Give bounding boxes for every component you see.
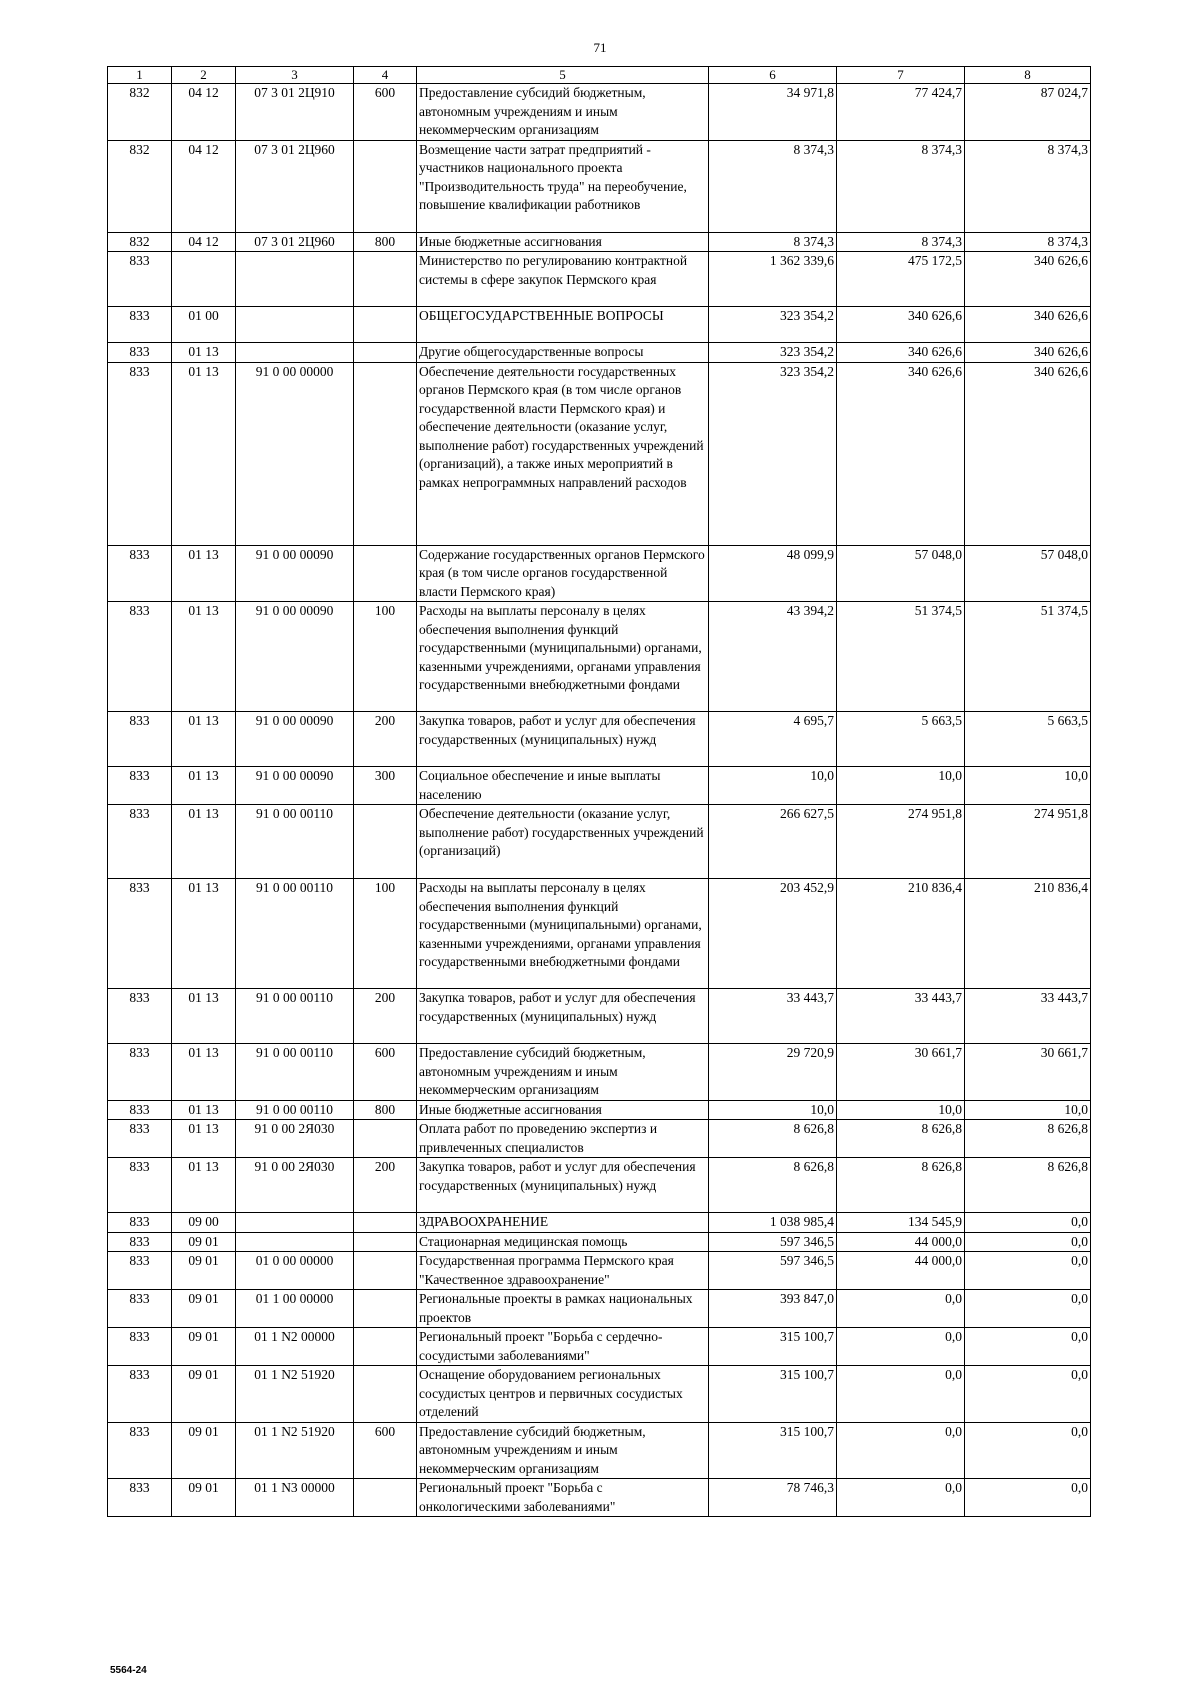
table-row bbox=[108, 1120, 1091, 1158]
table-row bbox=[108, 343, 1091, 363]
cell-amount-col7: 134 545,9 bbox=[837, 1213, 965, 1233]
cell-amount-col6: 34 971,8 bbox=[709, 84, 837, 141]
cell-amount-col6: 4 695,7 bbox=[709, 712, 837, 767]
cell-expense-type: 800 bbox=[354, 232, 417, 252]
cell-admin-code: 833 bbox=[108, 307, 172, 343]
cell-amount-col6: 10,0 bbox=[709, 1100, 837, 1120]
cell-section-code: 09 01 bbox=[172, 1422, 236, 1479]
cell-description: Социальное обеспечение и иные выплаты населению bbox=[417, 767, 709, 805]
cell-amount-col6: 315 100,7 bbox=[709, 1366, 837, 1423]
page-number: 71 bbox=[593, 40, 607, 55]
cell-admin-code: 833 bbox=[108, 989, 172, 1044]
cell-description: ОБЩЕГОСУДАРСТВЕННЫЕ ВОПРОСЫ bbox=[417, 307, 709, 343]
table-row bbox=[108, 1044, 1091, 1101]
cell-expense-type bbox=[354, 1290, 417, 1328]
table-row bbox=[108, 140, 1091, 232]
table-row bbox=[108, 1100, 1091, 1120]
cell-amount-col8: 51 374,5 bbox=[965, 602, 1091, 712]
column-header: 6 bbox=[709, 67, 837, 84]
cell-admin-code: 833 bbox=[108, 1120, 172, 1158]
cell-section-code: 01 13 bbox=[172, 805, 236, 879]
column-header: 4 bbox=[354, 67, 417, 84]
cell-admin-code: 833 bbox=[108, 1252, 172, 1290]
cell-amount-col7: 475 172,5 bbox=[837, 252, 965, 307]
cell-target-code: 91 0 00 00110 bbox=[236, 879, 354, 989]
cell-admin-code: 833 bbox=[108, 362, 172, 545]
cell-description: Предоставление субсидий бюджетным, автономным учреждениям и иным некоммерческим организациям bbox=[417, 1422, 709, 1479]
cell-admin-code: 833 bbox=[108, 1422, 172, 1479]
cell-description: Другие общегосударственные вопросы bbox=[417, 343, 709, 363]
cell-admin-code: 833 bbox=[108, 1100, 172, 1120]
cell-admin-code: 832 bbox=[108, 84, 172, 141]
cell-description: Обеспечение деятельности государственных органов Пермского края (в том числе органов государственной власти Пермского края) и обеспечение деятельности (оказание услуг, выполнение работ) государственных учреждений (организаций), а также иных мероприятий в рамках непрограммных направлений расходов bbox=[417, 362, 709, 545]
cell-expense-type: 600 bbox=[354, 1422, 417, 1479]
cell-section-code: 09 01 bbox=[172, 1479, 236, 1517]
cell-expense-type bbox=[354, 140, 417, 232]
cell-target-code: 91 0 00 00110 bbox=[236, 989, 354, 1044]
cell-amount-col6: 8 626,8 bbox=[709, 1120, 837, 1158]
cell-amount-col6: 43 394,2 bbox=[709, 602, 837, 712]
cell-expense-type: 100 bbox=[354, 602, 417, 712]
cell-amount-col8: 87 024,7 bbox=[965, 84, 1091, 141]
cell-description: Региональный проект "Борьба с сердечно-сосудистыми заболеваниями" bbox=[417, 1328, 709, 1366]
cell-description: ЗДРАВООХРАНЕНИЕ bbox=[417, 1213, 709, 1233]
cell-description: Предоставление субсидий бюджетным, автономным учреждениям и иным некоммерческим организациям bbox=[417, 1044, 709, 1101]
table-row bbox=[108, 232, 1091, 252]
cell-amount-col8: 10,0 bbox=[965, 767, 1091, 805]
cell-amount-col6: 393 847,0 bbox=[709, 1290, 837, 1328]
table-row bbox=[108, 602, 1091, 712]
cell-amount-col8: 30 661,7 bbox=[965, 1044, 1091, 1101]
table-header-row bbox=[108, 67, 1091, 84]
cell-amount-col8: 5 663,5 bbox=[965, 712, 1091, 767]
column-header: 8 bbox=[965, 67, 1091, 84]
cell-description: Предоставление субсидий бюджетным, автономным учреждениям и иным некоммерческим организациям bbox=[417, 84, 709, 141]
table-row bbox=[108, 545, 1091, 602]
table-row bbox=[108, 1232, 1091, 1252]
cell-section-code: 01 13 bbox=[172, 343, 236, 363]
table-row bbox=[108, 1252, 1091, 1290]
cell-amount-col7: 210 836,4 bbox=[837, 879, 965, 989]
cell-expense-type bbox=[354, 545, 417, 602]
cell-expense-type bbox=[354, 1328, 417, 1366]
cell-amount-col7: 51 374,5 bbox=[837, 602, 965, 712]
table-row bbox=[108, 84, 1091, 141]
cell-description: Министерство по регулированию контрактной системы в сфере закупок Пермского края bbox=[417, 252, 709, 307]
table-row bbox=[108, 252, 1091, 307]
cell-target-code: 91 0 00 00090 bbox=[236, 602, 354, 712]
table-row bbox=[108, 767, 1091, 805]
cell-expense-type bbox=[354, 1366, 417, 1423]
cell-amount-col8: 8 374,3 bbox=[965, 232, 1091, 252]
cell-amount-col8: 8 626,8 bbox=[965, 1120, 1091, 1158]
cell-section-code: 09 01 bbox=[172, 1252, 236, 1290]
cell-amount-col6: 597 346,5 bbox=[709, 1232, 837, 1252]
cell-amount-col8: 0,0 bbox=[965, 1366, 1091, 1423]
cell-description: Региональные проекты в рамках национальных проектов bbox=[417, 1290, 709, 1328]
cell-amount-col8: 0,0 bbox=[965, 1232, 1091, 1252]
cell-amount-col8: 0,0 bbox=[965, 1252, 1091, 1290]
cell-section-code: 01 00 bbox=[172, 307, 236, 343]
cell-amount-col6: 8 374,3 bbox=[709, 232, 837, 252]
cell-target-code: 07 3 01 2Ц960 bbox=[236, 140, 354, 232]
cell-section-code: 01 13 bbox=[172, 989, 236, 1044]
cell-amount-col8: 210 836,4 bbox=[965, 879, 1091, 989]
cell-target-code: 91 0 00 2Я030 bbox=[236, 1120, 354, 1158]
cell-admin-code: 832 bbox=[108, 140, 172, 232]
table-row bbox=[108, 879, 1091, 989]
cell-target-code: 01 1 N2 51920 bbox=[236, 1422, 354, 1479]
table-row bbox=[108, 1366, 1091, 1423]
cell-amount-col6: 48 099,9 bbox=[709, 545, 837, 602]
cell-expense-type bbox=[354, 805, 417, 879]
cell-target-code bbox=[236, 252, 354, 307]
cell-amount-col7: 0,0 bbox=[837, 1328, 965, 1366]
cell-section-code: 09 01 bbox=[172, 1366, 236, 1423]
table-row bbox=[108, 1213, 1091, 1233]
cell-admin-code: 833 bbox=[108, 602, 172, 712]
cell-description: Региональный проект "Борьба с онкологическими заболеваниями" bbox=[417, 1479, 709, 1517]
cell-section-code: 01 13 bbox=[172, 545, 236, 602]
cell-admin-code: 833 bbox=[108, 1290, 172, 1328]
cell-expense-type bbox=[354, 343, 417, 363]
cell-target-code: 07 3 01 2Ц960 bbox=[236, 232, 354, 252]
cell-expense-type bbox=[354, 1232, 417, 1252]
cell-section-code bbox=[172, 252, 236, 307]
table-body bbox=[108, 84, 1091, 1517]
budget-table bbox=[107, 66, 1091, 1517]
table-row bbox=[108, 1328, 1091, 1366]
cell-description: Закупка товаров, работ и услуг для обеспечения государственных (муниципальных) нужд bbox=[417, 1158, 709, 1213]
cell-admin-code: 832 bbox=[108, 232, 172, 252]
cell-amount-col7: 77 424,7 bbox=[837, 84, 965, 141]
cell-section-code: 09 01 bbox=[172, 1290, 236, 1328]
cell-description: Стационарная медицинская помощь bbox=[417, 1232, 709, 1252]
cell-amount-col8: 0,0 bbox=[965, 1422, 1091, 1479]
cell-target-code: 91 0 00 00110 bbox=[236, 805, 354, 879]
cell-target-code: 91 0 00 00090 bbox=[236, 767, 354, 805]
cell-section-code: 01 13 bbox=[172, 1044, 236, 1101]
table-row bbox=[108, 805, 1091, 879]
cell-amount-col8: 10,0 bbox=[965, 1100, 1091, 1120]
cell-expense-type: 200 bbox=[354, 1158, 417, 1213]
cell-target-code: 01 1 N2 00000 bbox=[236, 1328, 354, 1366]
cell-section-code: 09 01 bbox=[172, 1328, 236, 1366]
table-row bbox=[108, 1158, 1091, 1213]
cell-description: Возмещение части затрат предприятий - участников национального проекта "Производительность труда" на переобучение, повышение квалификации работников bbox=[417, 140, 709, 232]
cell-amount-col8: 33 443,7 bbox=[965, 989, 1091, 1044]
cell-section-code: 01 13 bbox=[172, 712, 236, 767]
cell-admin-code: 833 bbox=[108, 1479, 172, 1517]
cell-expense-type: 800 bbox=[354, 1100, 417, 1120]
cell-amount-col6: 266 627,5 bbox=[709, 805, 837, 879]
cell-amount-col6: 33 443,7 bbox=[709, 989, 837, 1044]
cell-description: Закупка товаров, работ и услуг для обеспечения государственных (муниципальных) нужд bbox=[417, 989, 709, 1044]
cell-target-code bbox=[236, 307, 354, 343]
cell-amount-col7: 0,0 bbox=[837, 1422, 965, 1479]
cell-expense-type bbox=[354, 307, 417, 343]
cell-expense-type bbox=[354, 1479, 417, 1517]
cell-section-code: 01 13 bbox=[172, 1158, 236, 1213]
document-code: 5564-24 bbox=[110, 1665, 147, 1676]
cell-description: Расходы на выплаты персоналу в целях обеспечения выполнения функций государственными (муниципальными) органами, казенными учреждениями, органами управления государственными внебюджетными фондами bbox=[417, 602, 709, 712]
cell-amount-col7: 8 626,8 bbox=[837, 1158, 965, 1213]
cell-expense-type: 200 bbox=[354, 712, 417, 767]
cell-section-code: 01 13 bbox=[172, 879, 236, 989]
cell-amount-col6: 29 720,9 bbox=[709, 1044, 837, 1101]
cell-section-code: 04 12 bbox=[172, 84, 236, 141]
cell-expense-type bbox=[354, 1213, 417, 1233]
cell-amount-col7: 0,0 bbox=[837, 1366, 965, 1423]
table-row bbox=[108, 1290, 1091, 1328]
cell-target-code: 01 1 N3 00000 bbox=[236, 1479, 354, 1517]
cell-section-code: 01 13 bbox=[172, 1100, 236, 1120]
cell-admin-code: 833 bbox=[108, 1158, 172, 1213]
cell-amount-col8: 340 626,6 bbox=[965, 307, 1091, 343]
cell-section-code: 01 13 bbox=[172, 1120, 236, 1158]
table-row bbox=[108, 307, 1091, 343]
cell-amount-col7: 0,0 bbox=[837, 1290, 965, 1328]
cell-amount-col6: 78 746,3 bbox=[709, 1479, 837, 1517]
cell-admin-code: 833 bbox=[108, 712, 172, 767]
cell-target-code: 91 0 00 00090 bbox=[236, 545, 354, 602]
cell-amount-col7: 340 626,6 bbox=[837, 307, 965, 343]
cell-admin-code: 833 bbox=[108, 252, 172, 307]
cell-amount-col6: 597 346,5 bbox=[709, 1252, 837, 1290]
cell-expense-type bbox=[354, 252, 417, 307]
cell-amount-col7: 57 048,0 bbox=[837, 545, 965, 602]
cell-amount-col8: 0,0 bbox=[965, 1290, 1091, 1328]
cell-expense-type: 100 bbox=[354, 879, 417, 989]
cell-section-code: 09 00 bbox=[172, 1213, 236, 1233]
cell-amount-col7: 44 000,0 bbox=[837, 1232, 965, 1252]
cell-target-code: 01 0 00 00000 bbox=[236, 1252, 354, 1290]
cell-expense-type: 600 bbox=[354, 1044, 417, 1101]
column-header: 7 bbox=[837, 67, 965, 84]
cell-target-code bbox=[236, 343, 354, 363]
cell-amount-col7: 274 951,8 bbox=[837, 805, 965, 879]
cell-amount-col7: 5 663,5 bbox=[837, 712, 965, 767]
cell-admin-code: 833 bbox=[108, 1044, 172, 1101]
cell-amount-col7: 0,0 bbox=[837, 1479, 965, 1517]
cell-target-code: 91 0 00 00000 bbox=[236, 362, 354, 545]
cell-amount-col6: 203 452,9 bbox=[709, 879, 837, 989]
cell-admin-code: 833 bbox=[108, 879, 172, 989]
cell-expense-type bbox=[354, 1120, 417, 1158]
cell-description: Расходы на выплаты персоналу в целях обеспечения выполнения функций государственными (муниципальными) органами, казенными учреждениями, органами управления государственными внебюджетными фондами bbox=[417, 879, 709, 989]
cell-amount-col8: 0,0 bbox=[965, 1479, 1091, 1517]
cell-section-code: 01 13 bbox=[172, 602, 236, 712]
cell-target-code bbox=[236, 1232, 354, 1252]
cell-amount-col6: 323 354,2 bbox=[709, 307, 837, 343]
cell-admin-code: 833 bbox=[108, 1328, 172, 1366]
cell-amount-col7: 8 374,3 bbox=[837, 140, 965, 232]
cell-admin-code: 833 bbox=[108, 1213, 172, 1233]
cell-section-code: 04 12 bbox=[172, 140, 236, 232]
column-header: 1 bbox=[108, 67, 172, 84]
cell-target-code bbox=[236, 1213, 354, 1233]
cell-amount-col7: 8 374,3 bbox=[837, 232, 965, 252]
cell-amount-col8: 57 048,0 bbox=[965, 545, 1091, 602]
cell-description: Содержание государственных органов Пермского края (в том числе органов государственной власти Пермского края) bbox=[417, 545, 709, 602]
cell-admin-code: 833 bbox=[108, 1232, 172, 1252]
cell-amount-col7: 10,0 bbox=[837, 1100, 965, 1120]
cell-amount-col6: 315 100,7 bbox=[709, 1328, 837, 1366]
cell-amount-col7: 340 626,6 bbox=[837, 362, 965, 545]
cell-amount-col7: 44 000,0 bbox=[837, 1252, 965, 1290]
cell-admin-code: 833 bbox=[108, 767, 172, 805]
column-header: 3 bbox=[236, 67, 354, 84]
cell-expense-type bbox=[354, 362, 417, 545]
cell-amount-col8: 0,0 bbox=[965, 1213, 1091, 1233]
cell-description: Государственная программа Пермского края "Качественное здравоохранение" bbox=[417, 1252, 709, 1290]
cell-amount-col6: 323 354,2 bbox=[709, 343, 837, 363]
column-header: 2 bbox=[172, 67, 236, 84]
cell-amount-col6: 323 354,2 bbox=[709, 362, 837, 545]
cell-amount-col8: 274 951,8 bbox=[965, 805, 1091, 879]
cell-amount-col6: 10,0 bbox=[709, 767, 837, 805]
cell-description: Закупка товаров, работ и услуг для обеспечения государственных (муниципальных) нужд bbox=[417, 712, 709, 767]
cell-target-code: 91 0 00 00090 bbox=[236, 712, 354, 767]
cell-amount-col6: 1 362 339,6 bbox=[709, 252, 837, 307]
cell-amount-col6: 8 626,8 bbox=[709, 1158, 837, 1213]
cell-target-code: 91 0 00 00110 bbox=[236, 1100, 354, 1120]
cell-expense-type bbox=[354, 1252, 417, 1290]
table-row bbox=[108, 1422, 1091, 1479]
cell-description: Оснащение оборудованием региональных сосудистых центров и первичных сосудистых отделений bbox=[417, 1366, 709, 1423]
cell-target-code: 91 0 00 00110 bbox=[236, 1044, 354, 1101]
cell-section-code: 01 13 bbox=[172, 362, 236, 545]
cell-target-code: 07 3 01 2Ц910 bbox=[236, 84, 354, 141]
cell-amount-col7: 30 661,7 bbox=[837, 1044, 965, 1101]
cell-expense-type: 300 bbox=[354, 767, 417, 805]
table-row bbox=[108, 989, 1091, 1044]
cell-admin-code: 833 bbox=[108, 1366, 172, 1423]
cell-target-code: 01 1 00 00000 bbox=[236, 1290, 354, 1328]
cell-section-code: 01 13 bbox=[172, 767, 236, 805]
cell-amount-col7: 33 443,7 bbox=[837, 989, 965, 1044]
cell-amount-col8: 340 626,6 bbox=[965, 252, 1091, 307]
cell-target-code: 91 0 00 2Я030 bbox=[236, 1158, 354, 1213]
table-row bbox=[108, 1479, 1091, 1517]
cell-target-code: 01 1 N2 51920 bbox=[236, 1366, 354, 1423]
cell-amount-col8: 0,0 bbox=[965, 1328, 1091, 1366]
table-row bbox=[108, 362, 1091, 545]
cell-admin-code: 833 bbox=[108, 545, 172, 602]
cell-section-code: 04 12 bbox=[172, 232, 236, 252]
cell-admin-code: 833 bbox=[108, 805, 172, 879]
cell-amount-col8: 340 626,6 bbox=[965, 343, 1091, 363]
cell-expense-type: 200 bbox=[354, 989, 417, 1044]
cell-amount-col6: 1 038 985,4 bbox=[709, 1213, 837, 1233]
cell-description: Иные бюджетные ассигнования bbox=[417, 1100, 709, 1120]
cell-admin-code: 833 bbox=[108, 343, 172, 363]
table-row bbox=[108, 712, 1091, 767]
cell-amount-col8: 340 626,6 bbox=[965, 362, 1091, 545]
cell-amount-col8: 8 626,8 bbox=[965, 1158, 1091, 1213]
cell-section-code: 09 01 bbox=[172, 1232, 236, 1252]
cell-description: Обеспечение деятельности (оказание услуг, выполнение работ) государственных учреждений (организаций) bbox=[417, 805, 709, 879]
cell-amount-col7: 10,0 bbox=[837, 767, 965, 805]
column-header: 5 bbox=[417, 67, 709, 84]
cell-amount-col6: 315 100,7 bbox=[709, 1422, 837, 1479]
cell-amount-col7: 8 626,8 bbox=[837, 1120, 965, 1158]
cell-expense-type: 600 bbox=[354, 84, 417, 141]
cell-amount-col7: 340 626,6 bbox=[837, 343, 965, 363]
cell-description: Иные бюджетные ассигнования bbox=[417, 232, 709, 252]
cell-amount-col6: 8 374,3 bbox=[709, 140, 837, 232]
cell-amount-col8: 8 374,3 bbox=[965, 140, 1091, 232]
cell-description: Оплата работ по проведению экспертиз и привлеченных специалистов bbox=[417, 1120, 709, 1158]
